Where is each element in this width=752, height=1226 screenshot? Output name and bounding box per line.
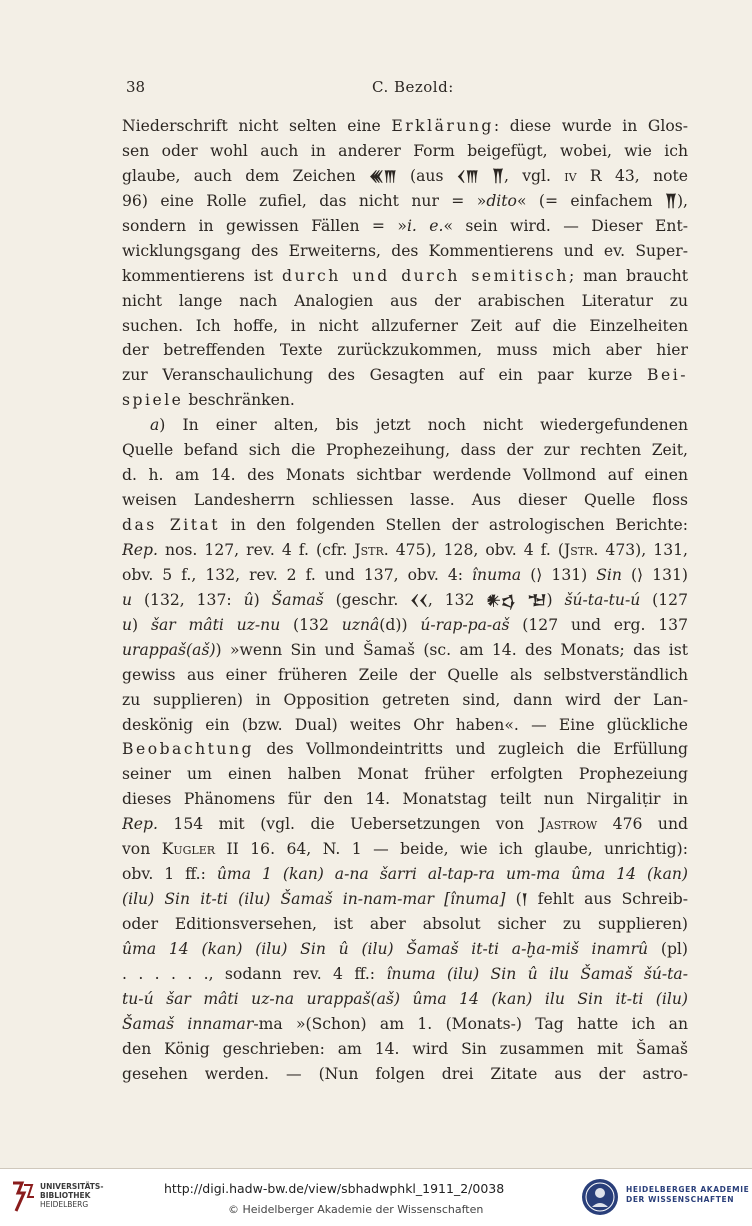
italic-text: uznâ <box>341 615 380 634</box>
small-caps-text: Jastrow <box>539 815 598 834</box>
text-line: von Kugler II 16. 64, N. 1 — beide, wie ich glaube, unrichtig): <box>122 840 688 859</box>
text-line: sen oder wohl auch in anderer Form beigefügt, wobei, wie ich <box>122 141 688 160</box>
text-line: Rep. nos. 127, rev. 4 f. (cfr. Jstr. 475), 128, obv. 4 f. (Jstr. 473), 131, <box>122 540 688 559</box>
small-caps-text: iv <box>564 166 577 185</box>
italic-text: ûma 14 (kan) (ilu) Sin û (ilu) Šamaš it-ti a-ḫa-miš inamrû <box>122 939 649 958</box>
text-line: Quelle befand sich die Prophezeihung, dass der zur rechten Zeit, <box>122 441 688 460</box>
text-line: den König geschrieben: am 14. wird Sin zusammen mit Šamaš <box>122 1039 688 1058</box>
cuneiform-sign: 𒈠 <box>527 592 547 609</box>
italic-text: u <box>122 615 133 634</box>
small-caps-text: Jstr. <box>564 540 599 559</box>
cuneiform-sign: 𒌍𒐈 <box>368 168 397 185</box>
text-line: 96) eine Rolle zufiel, das nicht nur = »dito« (= einfachem 𒐖), <box>122 191 688 210</box>
body-text <box>122 114 688 1087</box>
italic-text: û <box>243 590 254 609</box>
text-line: kommentierens ist durch und durch semitisch; man braucht <box>122 266 688 285</box>
text-line: gewiss aus einer früheren Zeile der Quelle als selbstverständlich <box>122 665 688 684</box>
italic-text: (ilu) Sin it-ti (ilu) Šamaš in-nam-mar [înuma] <box>122 890 506 909</box>
italic-text: šar mâti uz-nu <box>150 615 281 634</box>
italic-text: dito <box>486 191 517 210</box>
italic-text: Šamaš innamar <box>122 1014 254 1033</box>
italic-text: urappaš(aš) <box>122 640 216 659</box>
italic-text: a <box>150 416 160 435</box>
italic-text: ú-rap-pa-aš <box>420 615 510 634</box>
italic-text: šú-ta-tu-ú <box>564 590 641 609</box>
text-line: deskönig ein (bzw. Dual) weites Ohr haben«. — Eine glückliche <box>122 715 688 734</box>
academy-line: DER WISSENSCHAFTEN <box>626 1195 735 1204</box>
text-line: a) In einer alten, bis jetzt noch nicht wiedergefundenen <box>150 416 688 435</box>
text-line: seiner um einen halben Monat früher erfolgten Prophezeiung <box>122 765 688 784</box>
italic-text: i. e. <box>406 216 444 235</box>
cuneiform-sign: 𒐖 <box>664 193 677 210</box>
spaced-emphasis: durch und durch semitisch <box>282 266 569 285</box>
text-line: wicklungsgang des Erweiterns, des Kommentierens und ev. Super- <box>122 241 688 260</box>
text-line: sondern in gewissen Fällen = »i. e.« sein wird. — Dieser Ent- <box>122 216 688 235</box>
text-line: u) šar mâti uz-nu (132 uznâ(d)) ú-rap-pa-aš (127 und erg. 137 <box>122 615 688 634</box>
text-line: glaube, auch dem Zeichen 𒌍𒐈 (aus 𒌋𒐈 𒐖, vgl. iv R 43, note <box>122 166 688 185</box>
text-line: suchen. Ich hoffe, in nicht allzuferner Zeit auf die Einzelheiten <box>122 316 688 335</box>
text-line: urappaš(aš)) »wenn Sin und Šamaš (sc. am 14. des Monats; das ist <box>122 640 688 659</box>
academy-name <box>626 1185 749 1205</box>
page-header <box>126 78 686 102</box>
text-line: der betreffenden Texte zurückzukommen, muss mich aber hier <box>122 341 688 360</box>
text-line <box>122 987 688 1012</box>
text-line: obv. 5 f., 132, rev. 2 f. und 137, obv. 4: înuma (⟩ 131) Sin (⟩ 131) <box>122 565 688 584</box>
small-caps-text: Kugler <box>161 840 216 859</box>
spaced-emphasis: Erklärung <box>391 117 494 135</box>
text-line: das Zitat in den folgenden Stellen der astrologischen Berichte: <box>122 516 688 534</box>
text-line: Beobachtung des Vollmondeintritts und zugleich die Erfüllung <box>122 740 688 759</box>
library-name <box>40 1182 103 1209</box>
library-logo-icon <box>10 1179 36 1215</box>
cuneiform-sign: 𒁹 <box>521 892 528 909</box>
cuneiform-sign: 𒐖 <box>491 168 504 185</box>
spaced-emphasis: spiele <box>122 391 184 410</box>
cuneiform-sign: 𒌋𒐈 <box>456 168 479 185</box>
text-line: spiele beschränken. <box>122 391 295 410</box>
library-line: UNIVERSITÄTS- <box>40 1182 104 1191</box>
text-line: dieses Phänomens für den 14. Monatstag teilt nun Nirgaliṭir in <box>122 790 688 809</box>
text-line: Rep. 154 mit (vgl. die Uebersetzungen von Jastrow 476 und <box>122 815 688 834</box>
library-line: BIBLIOTHEK <box>40 1191 91 1200</box>
text-line: nicht lange nach Analogien aus der arabischen Literatur zu <box>122 291 688 310</box>
footer <box>0 1169 752 1226</box>
cuneiform-sign: 𒀭𒌓 <box>486 592 516 609</box>
italic-text: ûma 1 (kan) a-na šarri al-tap-ra um-ma ûma 14 (kan) <box>216 865 688 884</box>
source-url[interactable]: http://digi.hadw-bw.de/view/sbhadwphkl_1911_2/0038 <box>164 1181 505 1196</box>
italic-text: tu-ú šar mâti uz-na urappaš(aš) ûma 14 (kan) ilu Sin it-ti (ilu) <box>122 989 688 1008</box>
text-line: . . . . . ., sodann rev. 4 ff.: înuma (ilu) Sin û ilu Šamaš šú-ta- <box>122 964 688 983</box>
text-line: gesehen werden. — (Nun folgen drei Zitate aus der astro- <box>122 1064 688 1083</box>
text-line: zu supplieren) in Opposition getreten sind, dann wird der Lan- <box>122 690 688 709</box>
spaced-emphasis: Beobachtung <box>122 740 254 759</box>
italic-text: Sin <box>596 565 622 584</box>
text-line: obv. 1 ff.: ûma 1 (kan) a-na šarri al-tap-ra um-ma ûma 14 (kan) <box>122 865 688 884</box>
text-line: weisen Landesherrn schliessen lasse. Aus dieser Quelle floss <box>122 491 688 510</box>
italic-text: u <box>122 590 133 609</box>
italic-text: Šamaš <box>271 590 324 609</box>
text-line: ûma 14 (kan) (ilu) Sin û (ilu) Šamaš it-ti a-ḫa-miš inamrû (pl) <box>122 939 688 958</box>
text-line: Niederschrift nicht selten eine Erklärung: diese wurde in Glos- <box>122 117 688 135</box>
spaced-emphasis: Bei- <box>647 366 688 385</box>
text-line: zur Veranschaulichung des Gesagten auf ein paar kurze Bei- <box>122 366 688 385</box>
small-caps-text: Jstr. <box>354 540 389 559</box>
italic-text: înuma (ilu) Sin û ilu Šamaš šú-ta- <box>386 964 688 983</box>
running-head: C. Bezold: <box>372 78 454 96</box>
text-line: d. h. am 14. des Monats sichtbar werdende Vollmond auf einen <box>122 466 688 485</box>
text-line: u (132, 137: û) Šamaš (geschr. 𒌋𒌋, 132 𒀭𒌓 𒈠) šú-ta-tu-ú (127 <box>122 590 688 609</box>
italic-text: înuma <box>472 565 522 584</box>
academy-seal-icon <box>580 1177 620 1217</box>
cuneiform-sign: 𒌋𒌋 <box>410 592 428 609</box>
academy-line: HEIDELBERGER AKADEMIE <box>626 1185 750 1194</box>
page-number: 38 <box>126 78 146 96</box>
text-line: (ilu) Sin it-ti (ilu) Šamaš in-nam-mar [înuma] (𒁹 fehlt aus Schreib- <box>122 890 688 909</box>
copyright-notice: © Heidelberger Akademie der Wissenschaften <box>228 1203 484 1216</box>
italic-text: Rep. <box>122 815 158 834</box>
library-line: HEIDELBERG <box>40 1200 89 1209</box>
text-line: Šamaš innamar-ma »(Schon) am 1. (Monats-) Tag hatte ich an <box>122 1014 688 1033</box>
italic-text: Rep. <box>122 540 158 559</box>
text-line: oder Editionsversehen, ist aber absolut sicher zu supplieren) <box>122 915 688 933</box>
spaced-emphasis: das Zitat <box>122 516 221 534</box>
